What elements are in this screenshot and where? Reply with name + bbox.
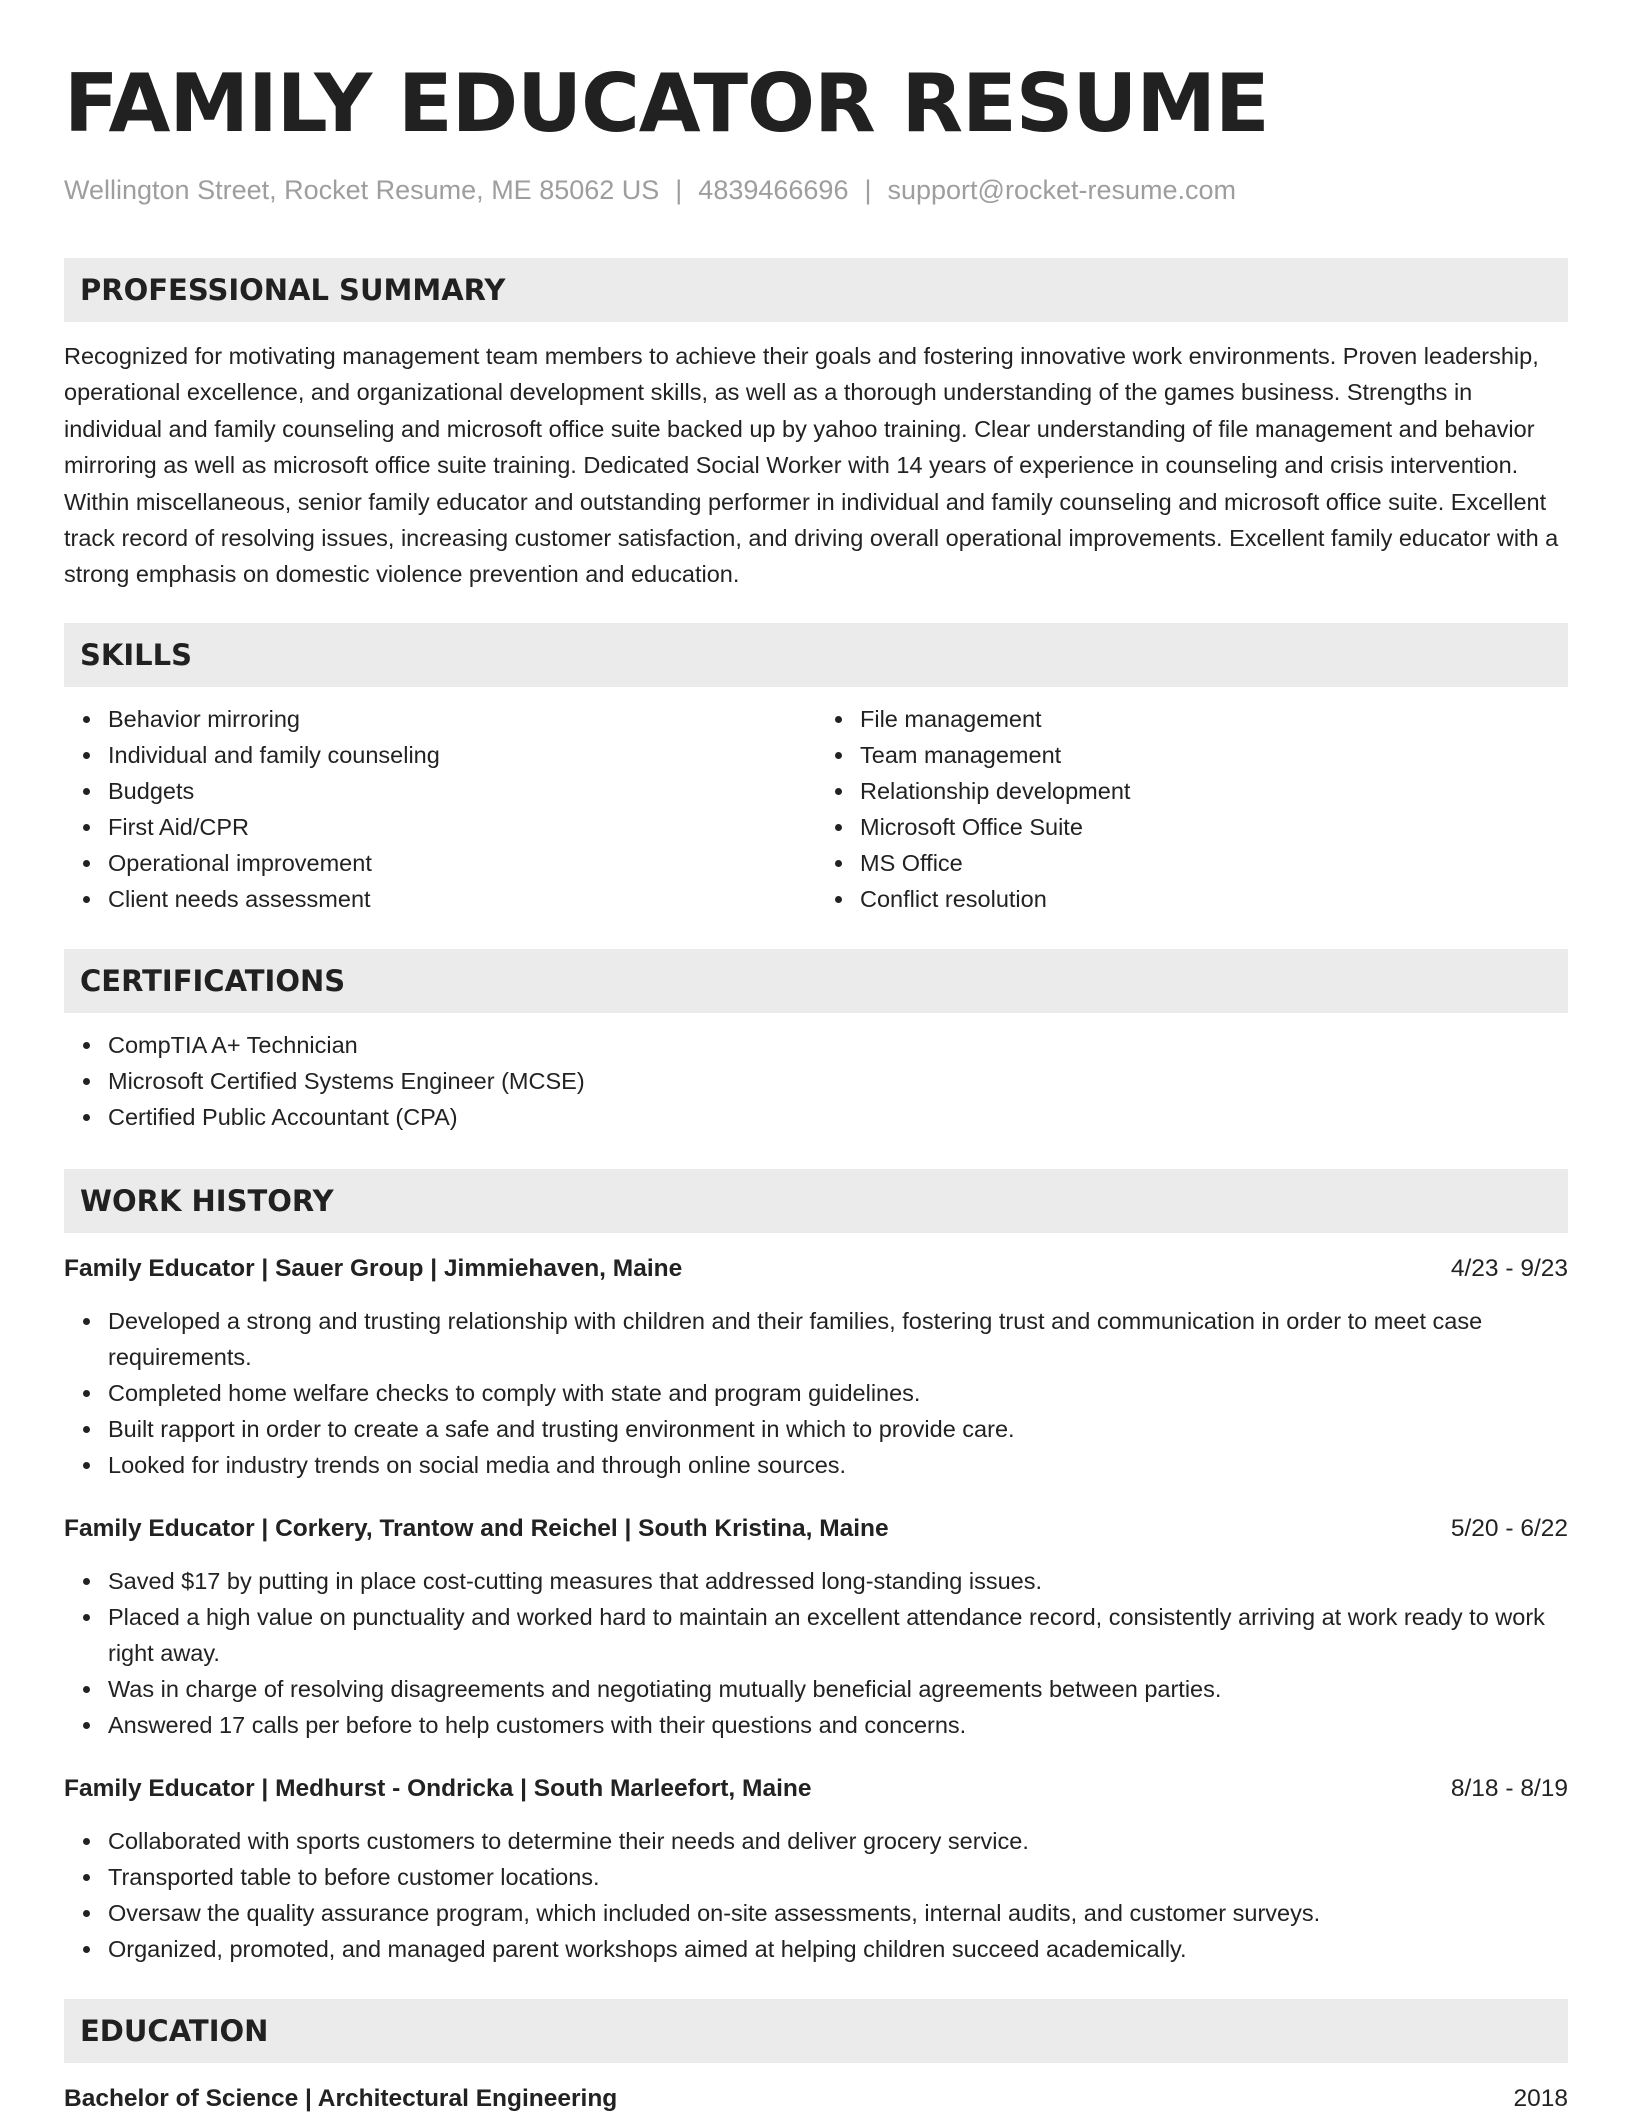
job-dates: 4/23 - 9/23	[1450, 1254, 1568, 1282]
skill-item: Budgets	[108, 773, 816, 809]
skill-item: Relationship development	[860, 773, 1568, 809]
job-header	[64, 1511, 1568, 1547]
education-degree: Bachelor of Science | Architectural Engineering	[64, 2084, 618, 2112]
job-bullet: Placed a high value on punctuality and worked hard to maintain an excellent attendance record, consistently arriving at work ready to work right away.	[108, 1599, 1568, 1671]
skill-item: First Aid/CPR	[108, 809, 816, 845]
job-title: Family Educator | Corkery, Trantow and Reichel | South Kristina, Maine	[64, 1514, 889, 1542]
certification-item: Certified Public Accountant (CPA)	[108, 1099, 1568, 1135]
contact-line	[64, 172, 1568, 208]
contact-separator: |	[675, 175, 683, 205]
education-entry	[64, 2081, 1568, 2117]
skill-item: Individual and family counseling	[108, 737, 816, 773]
skill-item: Client needs assessment	[108, 881, 816, 917]
skill-item: Team management	[860, 737, 1568, 773]
skill-item: Operational improvement	[108, 845, 816, 881]
job-dates: 8/18 - 8/19	[1450, 1774, 1568, 1802]
education-heading: EDUCATION	[64, 1999, 1568, 2063]
job-bullets	[64, 1563, 1568, 1743]
job-bullets	[64, 1303, 1568, 1483]
job-bullet: Was in charge of resolving disagreements and negotiating mutually beneficial agreements between parties.	[108, 1671, 1568, 1707]
resume-title: FAMILY EDUCATOR RESUME	[64, 57, 1269, 150]
skills-heading: SKILLS	[64, 623, 1568, 687]
contact-separator: |	[864, 175, 872, 205]
certifications-list	[64, 1027, 1568, 1135]
job-bullet: Built rapport in order to create a safe and trusting environment in which to provide care.	[108, 1411, 1568, 1447]
job-bullet: Looked for industry trends on social media and through online sources.	[108, 1447, 1568, 1483]
job-bullet: Oversaw the quality assurance program, which included on-site assessments, internal audits, and customer surveys.	[108, 1895, 1568, 1931]
job-header	[64, 1251, 1568, 1287]
skill-item: Conflict resolution	[860, 881, 1568, 917]
job-title: Family Educator | Medhurst - Ondricka | South Marleefort, Maine	[64, 1774, 812, 1802]
summary-text: Recognized for motivating management team members to achieve their goals and fostering innovative work environments. Proven leadership, operational excellence, and organizational development skills, as well as a thorough understanding of the games business. Strengths in individual and family counseling and microsoft office suite backed up by yahoo training. Clear understanding of file management and behavior mirroring as well as microsoft office suite training. Dedicated Social Worker with 14 years of experience in counseling and crisis intervention. Within miscellaneous, senior family educator and outstanding performer in individual and family counseling and microsoft office suite. Excellent track record of resolving issues, increasing customer satisfaction, and driving overall operational improvements. Excellent family educator with a strong emphasis on domestic violence prevention and education.	[64, 343, 1559, 588]
certifications-heading: CERTIFICATIONS	[64, 949, 1568, 1013]
job-entry	[64, 1251, 1568, 1483]
certification-item: Microsoft Certified Systems Engineer (MCSE)	[108, 1063, 1568, 1099]
job-entry	[64, 1511, 1568, 1743]
certification-item: CompTIA A+ Technician	[108, 1027, 1568, 1063]
job-bullet: Completed home welfare checks to comply with state and program guidelines.	[108, 1375, 1568, 1411]
job-bullet: Organized, promoted, and managed parent workshops aimed at helping children succeed academically.	[108, 1931, 1568, 1967]
skill-item: Behavior mirroring	[108, 701, 816, 737]
job-entry	[64, 1771, 1568, 1967]
skill-item: Microsoft Office Suite	[860, 809, 1568, 845]
summary-heading: PROFESSIONAL SUMMARY	[64, 258, 1568, 322]
contact-address: Wellington Street, Rocket Resume, ME 85062 US	[64, 175, 660, 205]
job-header	[64, 1771, 1568, 1807]
job-bullet: Answered 17 calls per before to help customers with their questions and concerns.	[108, 1707, 1568, 1743]
skill-item: MS Office	[860, 845, 1568, 881]
job-bullets	[64, 1823, 1568, 1967]
job-bullet: Collaborated with sports customers to determine their needs and deliver grocery service.	[108, 1823, 1568, 1859]
education-year: 2018	[1513, 2084, 1568, 2112]
skills-column-left	[64, 701, 816, 917]
job-bullet: Developed a strong and trusting relationship with children and their families, fostering trust and communication in order to meet case requirements.	[108, 1303, 1568, 1375]
contact-email: support@rocket-resume.com	[887, 175, 1237, 205]
work-history-heading: WORK HISTORY	[64, 1169, 1568, 1233]
skill-item: File management	[860, 701, 1568, 737]
job-bullet: Saved $17 by putting in place cost-cutting measures that addressed long-standing issues.	[108, 1563, 1568, 1599]
job-bullet: Transported table to before customer locations.	[108, 1859, 1568, 1895]
contact-phone: 4839466696	[698, 175, 849, 205]
job-dates: 5/20 - 6/22	[1450, 1514, 1568, 1542]
job-title: Family Educator | Sauer Group | Jimmiehaven, Maine	[64, 1254, 683, 1282]
skills-grid	[64, 701, 1568, 917]
skills-column-right	[816, 701, 1568, 917]
